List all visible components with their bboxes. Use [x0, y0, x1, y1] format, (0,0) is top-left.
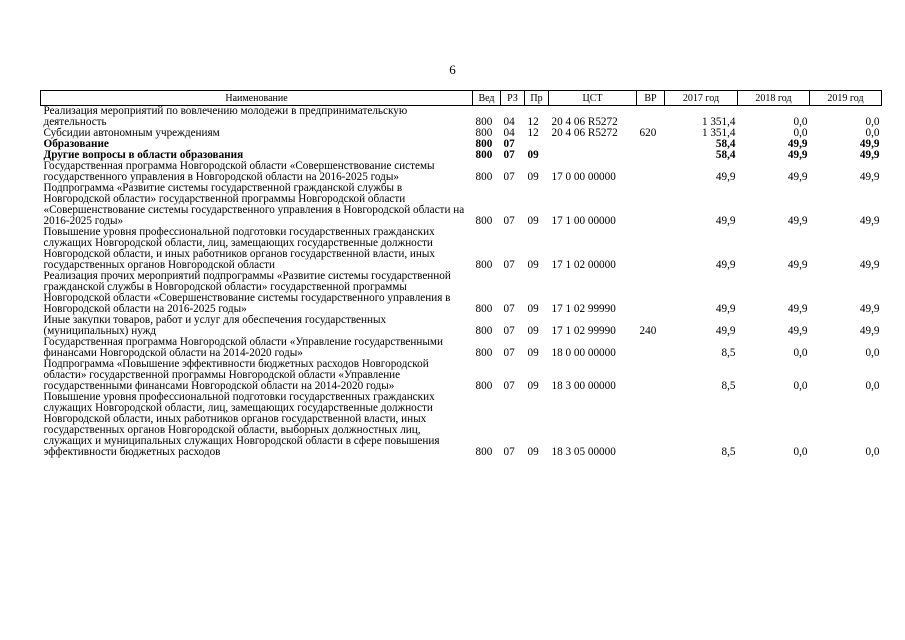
row-2018: 49,9	[787, 138, 808, 150]
row-rz: 04	[503, 116, 515, 128]
row-2019: 0,0	[865, 127, 880, 139]
row-vr	[637, 271, 665, 315]
row-2017: 49,9	[715, 171, 736, 183]
row-pr: 09	[527, 325, 539, 337]
row-vr	[637, 161, 665, 183]
row-rz: 07	[503, 380, 515, 392]
row-2019: 0,0	[865, 116, 880, 128]
row-2017: 1 351,4	[701, 116, 736, 128]
row-2017: 58,4	[715, 138, 736, 150]
header-vr: ВР	[637, 91, 665, 106]
row-cst: 18 0 00 00000	[551, 347, 616, 359]
row-2019: 0,0	[865, 380, 880, 392]
row-vr	[637, 139, 665, 150]
header-ved: Вед	[473, 91, 501, 106]
row-rz: 07	[503, 149, 515, 161]
row-cst	[549, 150, 637, 161]
row-ved: 800	[475, 116, 493, 128]
header-2017: 2017 год	[665, 91, 738, 106]
row-ved: 800	[475, 149, 493, 161]
row-pr: 09	[527, 149, 539, 161]
row-ved: 800	[475, 380, 493, 392]
row-ved: 800	[475, 171, 493, 183]
header-name: Наименование	[41, 91, 473, 106]
table-row	[41, 128, 882, 139]
header-2019: 2019 год	[810, 91, 882, 106]
budget-table	[40, 90, 882, 458]
row-2018: 49,9	[787, 259, 808, 271]
row-ved: 800	[475, 259, 493, 271]
row-name: Подпрограмма «Повышение эффективности бюджетных расходов Новгородской области» государственной программы Новгородской области «Управление государственными финансами Новгородской области на 2014-2020 годы»	[43, 358, 429, 392]
row-vr	[637, 227, 665, 271]
row-name: Субсидии автономным учреждениям	[43, 127, 220, 139]
row-vr: 240	[639, 325, 657, 337]
table-row	[41, 227, 882, 271]
row-name: Реализация мероприятий по вовлечению молодежи в предпринимательскую деятельность	[43, 105, 408, 128]
row-name: Образование	[43, 138, 109, 150]
row-rz: 07	[503, 446, 515, 458]
row-cst: 17 1 02 99990	[551, 303, 616, 315]
table-row	[41, 161, 882, 183]
row-2018: 0,0	[793, 446, 808, 458]
row-2017: 8,5	[721, 347, 736, 359]
row-2019: 49,9	[859, 215, 880, 227]
row-cst: 17 0 00 00000	[551, 171, 616, 183]
row-pr: 09	[527, 380, 539, 392]
row-cst: 17 1 02 00000	[551, 259, 616, 271]
row-ved: 800	[475, 446, 493, 458]
table-row	[41, 392, 882, 458]
row-2017: 49,9	[715, 303, 736, 315]
row-rz: 07	[503, 138, 515, 150]
page-number: 6	[449, 62, 456, 77]
table-row	[41, 106, 882, 129]
row-name: Государственная программа Новгородской области «Управление государственными финансами Новгородской области на 2014-2020 годы»	[43, 336, 443, 359]
row-vr	[637, 106, 665, 129]
row-pr: 09	[527, 259, 539, 271]
row-cst: 20 4 06 R5272	[551, 116, 618, 128]
row-2017: 49,9	[715, 259, 736, 271]
row-2019: 49,9	[859, 138, 880, 150]
row-2018: 49,9	[787, 325, 808, 337]
table-header-row	[41, 91, 882, 106]
row-vr	[637, 150, 665, 161]
row-name: Повышение уровня профессиональной подготовки государственных гражданских служащих Новгородской области, лиц, замещающих государственные должности Новгородской области, и иных работников органов государственной власти, иных государственных органов Новгородской области	[43, 226, 436, 271]
row-cst	[549, 139, 637, 150]
table-row	[41, 183, 882, 227]
row-ved: 800	[475, 127, 493, 139]
row-2017: 58,4	[715, 149, 736, 161]
row-name: Повышение уровня профессиональной подготовки государственных гражданских служащих Новгородской области, лиц, замещающих государственные должности Новгородской области, иных работников органов государственной власти, иных государственных органов Новгородской области, выборных должностных лиц, служащих и муниципальных служащих Новгородской области в сфере повышения эффективности бюджетных расходов	[43, 391, 440, 458]
row-pr: 09	[527, 446, 539, 458]
table-row	[41, 337, 882, 359]
row-ved: 800	[475, 325, 493, 337]
row-2017: 49,9	[715, 325, 736, 337]
row-2018: 0,0	[793, 347, 808, 359]
row-2018: 0,0	[793, 127, 808, 139]
row-2018: 49,9	[787, 303, 808, 315]
row-vr	[637, 392, 665, 458]
row-cst: 17 1 00 00000	[551, 215, 616, 227]
row-2019: 0,0	[865, 347, 880, 359]
row-name: Государственная программа Новгородской области «Совершенствование системы государственного управления в Новгородской области на 2016-2025 годы»	[43, 160, 435, 183]
row-2017: 8,5	[721, 446, 736, 458]
row-ved: 800	[475, 303, 493, 315]
row-cst: 18 3 05 00000	[551, 446, 616, 458]
row-2019: 49,9	[859, 325, 880, 337]
header-2018: 2018 год	[738, 91, 810, 106]
row-vr	[637, 183, 665, 227]
header-rz: РЗ	[501, 91, 525, 106]
row-2017: 49,9	[715, 215, 736, 227]
row-rz: 07	[503, 347, 515, 359]
row-vr	[637, 359, 665, 392]
row-pr: 09	[527, 347, 539, 359]
row-cst: 20 4 06 R5272	[551, 127, 618, 139]
row-cst: 17 1 02 99990	[551, 325, 616, 337]
row-name: Другие вопросы в области образования	[43, 149, 244, 161]
row-name: Реализация прочих мероприятий подпрограммы «Развитие системы государственной гражданской службы в Новгородской области» государственной программы Новгородской области «Совершенствование системы государственного управления в Новгородской области на 2016-2025 годы»	[43, 270, 451, 315]
row-ved: 800	[475, 138, 493, 150]
row-2017: 1 351,4	[701, 127, 736, 139]
table-row	[41, 271, 882, 315]
row-2018: 0,0	[793, 380, 808, 392]
row-2019: 49,9	[859, 171, 880, 183]
row-pr: 12	[527, 127, 539, 139]
row-rz: 07	[503, 171, 515, 183]
row-2019: 49,9	[859, 303, 880, 315]
row-pr: 12	[527, 116, 539, 128]
table-row	[41, 315, 882, 337]
header-cst: ЦСТ	[549, 91, 637, 106]
row-2017: 8,5	[721, 380, 736, 392]
row-name: Иные закупки товаров, работ и услуг для обеспечения государственных (муниципальных) нужд	[43, 314, 387, 337]
row-rz: 07	[503, 215, 515, 227]
row-rz: 04	[503, 127, 515, 139]
row-2019: 0,0	[865, 446, 880, 458]
row-cst: 18 3 00 00000	[551, 380, 616, 392]
row-pr: 09	[527, 171, 539, 183]
row-vr	[637, 337, 665, 359]
row-pr: 09	[527, 303, 539, 315]
row-2019: 49,9	[859, 259, 880, 271]
row-ved: 800	[475, 215, 493, 227]
header-pr: Пр	[525, 91, 549, 106]
row-pr: 09	[527, 215, 539, 227]
row-2019: 49,9	[859, 149, 880, 161]
row-ved: 800	[475, 347, 493, 359]
row-2018: 0,0	[793, 116, 808, 128]
row-2018: 49,9	[787, 215, 808, 227]
row-rz: 07	[503, 259, 515, 271]
row-2018: 49,9	[787, 171, 808, 183]
row-rz: 07	[503, 325, 515, 337]
row-2018: 49,9	[787, 149, 808, 161]
row-vr: 620	[639, 127, 657, 139]
row-rz: 07	[503, 303, 515, 315]
row-name: Подпрограмма «Развитие системы государственной гражданской службы в Новгородской области» государственной программы Новгородской области «Совершенствование системы государственного управления в Новгородской области на 2016-2025 годы»	[43, 182, 465, 227]
table-row	[41, 359, 882, 392]
